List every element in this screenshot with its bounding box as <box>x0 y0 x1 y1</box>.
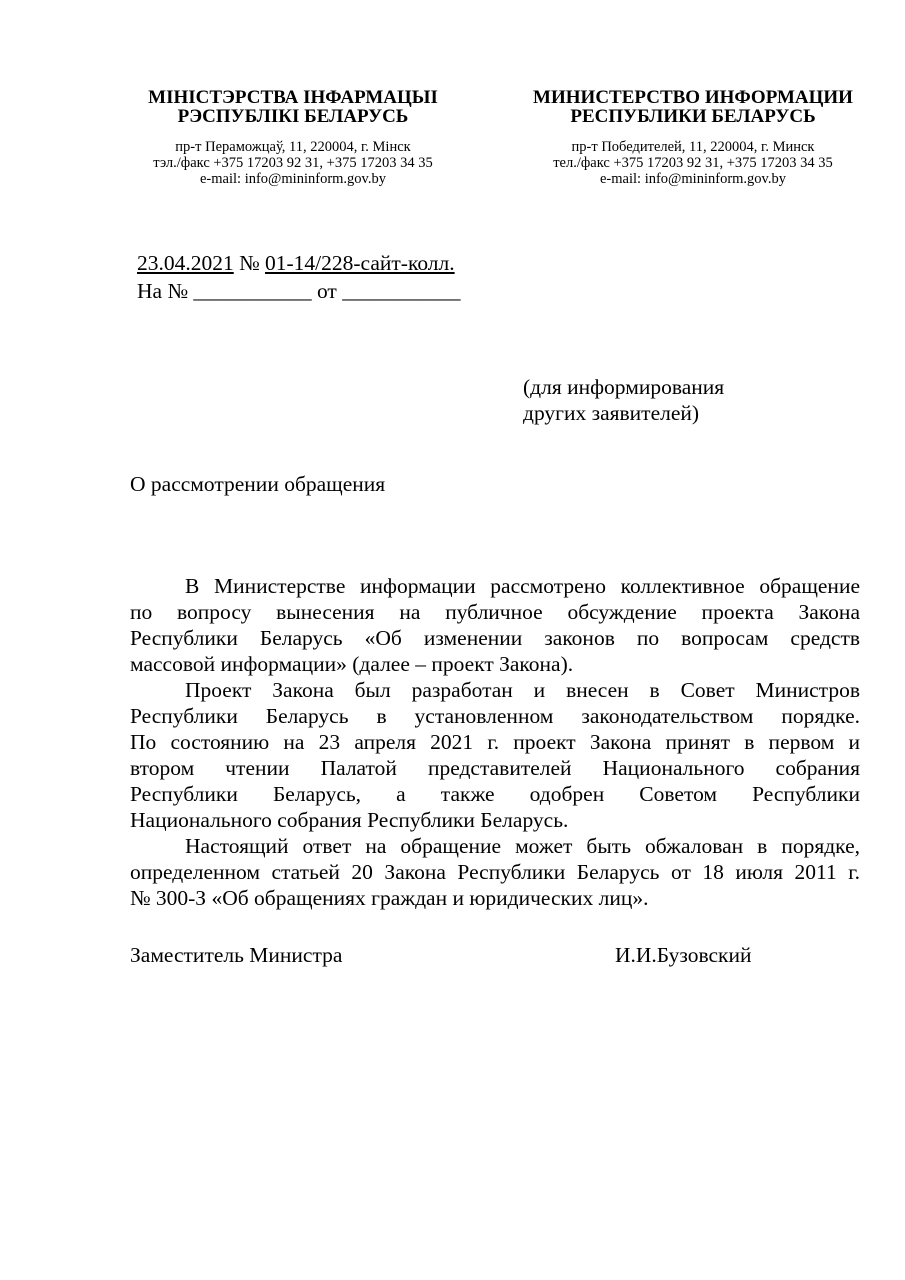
phone-ru: тел./факс +375 17203 92 31, +375 17203 34 35 <box>553 155 833 171</box>
body-line: Республики Беларусь, а также одобрен Советом Республики <box>130 782 860 806</box>
subject: О рассмотрении обращения <box>130 472 386 496</box>
signatory-name: И.И.Бузовский <box>615 943 752 967</box>
body-line: по вопросу вынесения на публичное обсуждение проекта Закона <box>130 600 860 624</box>
body-line: массовой информации» (далее – проект Закона). <box>130 652 574 676</box>
email-by: e-mail: info@mininform.gov.by <box>200 171 386 187</box>
body-line: определенном статьей 20 Закона Республики Беларусь от 18 июля 2011 г. <box>130 860 860 884</box>
ministry-title-ru: МИНИСТЕРСТВО ИНФОРМАЦИИ <box>533 87 853 108</box>
body-line: По состоянию на 23 апреля 2021 г. проект Закона принят в первом и <box>130 730 860 754</box>
letterhead-russian <box>503 88 883 187</box>
registration-block <box>137 249 460 305</box>
letter-date: 23.04.2021 <box>137 251 234 275</box>
body-line: Проект Закона был разработан и внесен в Совет Министров <box>185 678 860 702</box>
addressee-line: других заявителей) <box>523 401 700 425</box>
body-line: втором чтении Палатой представителей Национального собрания <box>130 756 860 780</box>
body-line: Республики Беларусь в установленном законодательством порядке. <box>130 704 860 728</box>
letterhead-belarusian <box>103 88 483 187</box>
signatory-position: Заместитель Министра <box>130 943 343 967</box>
ministry-title-by: МІНІСТЭРСТВА ІНФАРМАЦЫІ <box>148 87 438 108</box>
number-sign: № <box>239 251 260 275</box>
letter-number: 01-14/228-сайт-колл. <box>265 251 455 275</box>
body-line: Национального собрания Республики Беларусь. <box>130 808 569 832</box>
body-line: № 300-З «Об обращениях граждан и юридических лиц». <box>130 886 649 910</box>
body-line: Республики Беларусь «Об изменении законов по вопросам средств <box>130 626 860 650</box>
addressee-line: (для информирования <box>523 375 725 399</box>
email-ru: e-mail: info@mininform.gov.by <box>600 171 786 187</box>
ministry-title-ru: РЕСПУБЛИКИ БЕЛАРУСЬ <box>570 106 816 127</box>
address-by: пр-т Пераможцаў, 11, 220004, г. Мінск <box>175 139 411 155</box>
phone-by: тэл./факс +375 17203 92 31, +375 17203 34 35 <box>153 155 433 171</box>
reference-line: На № ___________ от ___________ <box>137 279 461 303</box>
body-line: В Министерстве информации рассмотрено коллективное обращение <box>185 574 860 598</box>
addressee <box>523 374 724 426</box>
address-ru: пр-т Победителей, 11, 220004, г. Минск <box>571 139 815 155</box>
ministry-title-by: РЭСПУБЛІКІ БЕЛАРУСЬ <box>177 106 409 127</box>
body-line: Настоящий ответ на обращение может быть обжалован в порядке, <box>185 834 860 858</box>
